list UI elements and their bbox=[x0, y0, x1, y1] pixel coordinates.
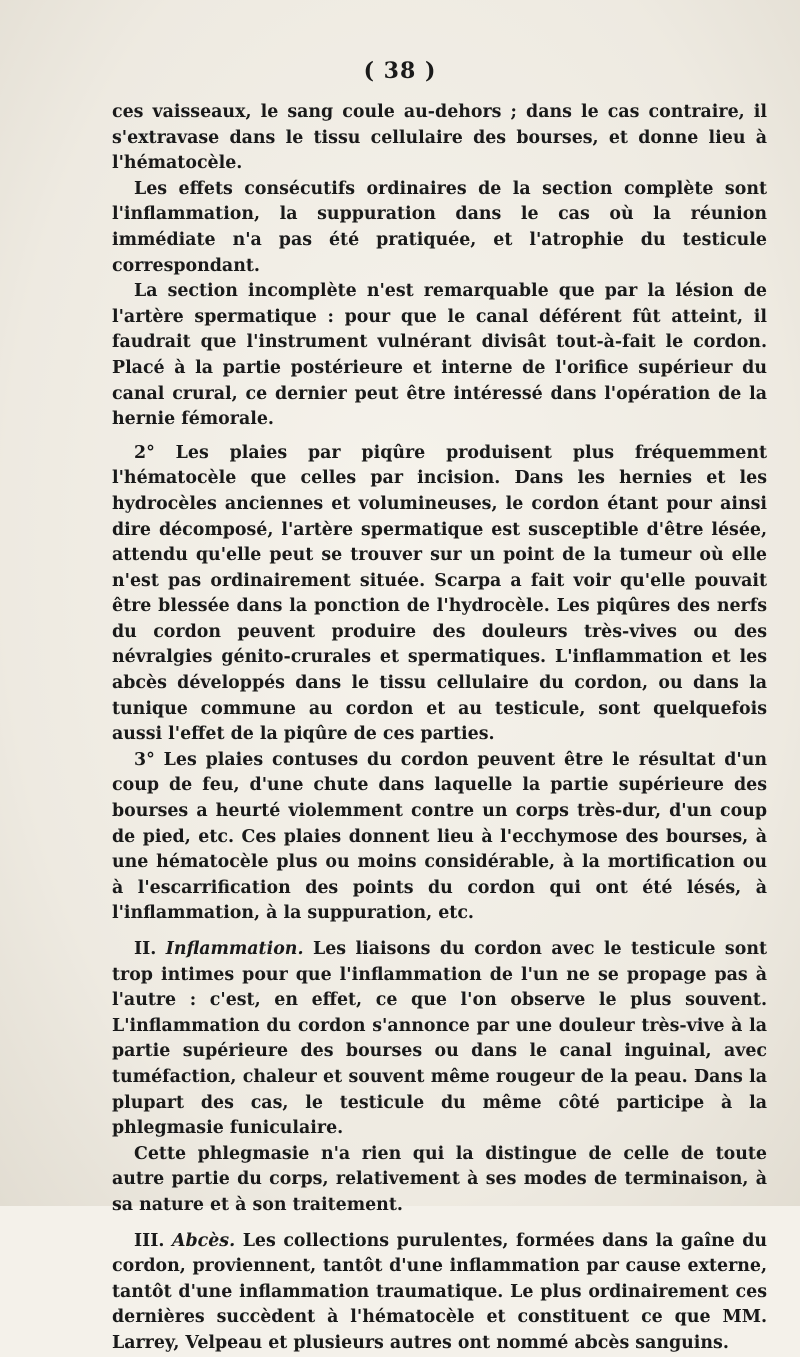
paragraph-3: La section incomplète n'est remarquable que par la lésion de l'artère spermatique : pour que le canal déférent fût atteint, il faudrait que l'instrument vulnérant divisât tout-à-fait le cordon. Placé à la partie postérieure et interne de l'orifice supérieur du canal crural, ce dernier peut être intéressé dans l'opération de la hernie fémorale. bbox=[112, 281, 767, 430]
section-abces bbox=[112, 1229, 767, 1357]
paragraph-4: 2° Les plaies par piqûre produisent plus fréquemment l'hématocèle que celles par incision. Dans les hernies et les hydrocèles anciennes et volumineuses, le cordon étant pour ainsi dire décomposé, l'artère spermatique est susceptible d'être lésée, attendu qu'elle peut se trouver sur un point de la tumeur où elle n'est pas ordinairement située. Scarpa a fait voir qu'elle pouvait être blessée dans la ponction de l'hydrocèle. Les piqûres des nerfs du cordon peuvent produire des douleurs très-vives ou des névralgies génito-crurales et spermatiques. L'inflammation et les abcès développés dans le tissu cellulaire du cordon, ou dans la tunique commune au cordon et au testicule, sont quelquefois aussi l'effet de la piqûre de ces parties. bbox=[112, 442, 767, 745]
section-number: III. bbox=[134, 1230, 172, 1251]
page-number: ( 38 ) bbox=[363, 58, 437, 84]
section-inflammation bbox=[112, 937, 767, 1142]
section-text: Les collections purulentes, formées dans la gaîne du cordon, proviennent, tantôt d'une inflammation par cause externe, tantôt d'une inflammation traumatique. Le plus ordinairement ces dernières succèdent à l'hématocèle et constituent ce que MM. Larrey, Velpeau et plusieurs autres ont nommé abcès sanguins. bbox=[112, 1230, 767, 1353]
section-title: Inflammation. bbox=[165, 939, 304, 959]
paragraph-1: ces vaisseaux, le sang coule au-dehors ; dans le cas contraire, il s'extravase dans le tissu cellulaire des bourses, et donne lieu à l'hématocèle. bbox=[112, 102, 767, 174]
section-title: Abcès. bbox=[172, 1230, 236, 1251]
section-text: Les liaisons du cordon avec le testicule sont trop intimes pour que l'inflammation de l'un ne se propage pas à l'autre : c'est, en effet, ce que l'on observe le plus souvent. L'inflammation du cordon s'annonce par une douleur très-vive à la partie supérieure des bourses ou dans le canal inguinal, avec tuméfaction, chaleur et souvent même rougeur de la peau. Dans la plupart des cas, le testicule du même côté participe à la phlegmasie funiculaire. bbox=[112, 939, 767, 1139]
section-number: II. bbox=[134, 939, 166, 959]
body-text bbox=[112, 100, 767, 1357]
paragraph-7: Cette phlegmasie n'a rien qui la distingue de celle de toute autre partie du corps, relativement à ses modes de terminaison, à sa nature et à son traitement. bbox=[112, 1143, 767, 1215]
paragraph-5: 3° Les plaies contuses du cordon peuvent être le résultat d'un coup de feu, d'une chute dans laquelle la partie supérieure des bourses a heurté violemment contre un corps très-dur, d'un coup de pied, etc. Ces plaies donnent lieu à l'ecchymose des bourses, à une hématocèle plus ou moins considérable, à la mortification ou à l'escarrification des points du cordon qui ont été lésés, à l'inflammation, à la suppuration, etc. bbox=[112, 749, 767, 924]
paragraph-2: Les effets consécutifs ordinaires de la section complète sont l'inflammation, la suppuration dans le cas où la réunion immédiate n'a pas été pratiquée, et l'atrophie du testicule correspondant. bbox=[112, 178, 767, 276]
